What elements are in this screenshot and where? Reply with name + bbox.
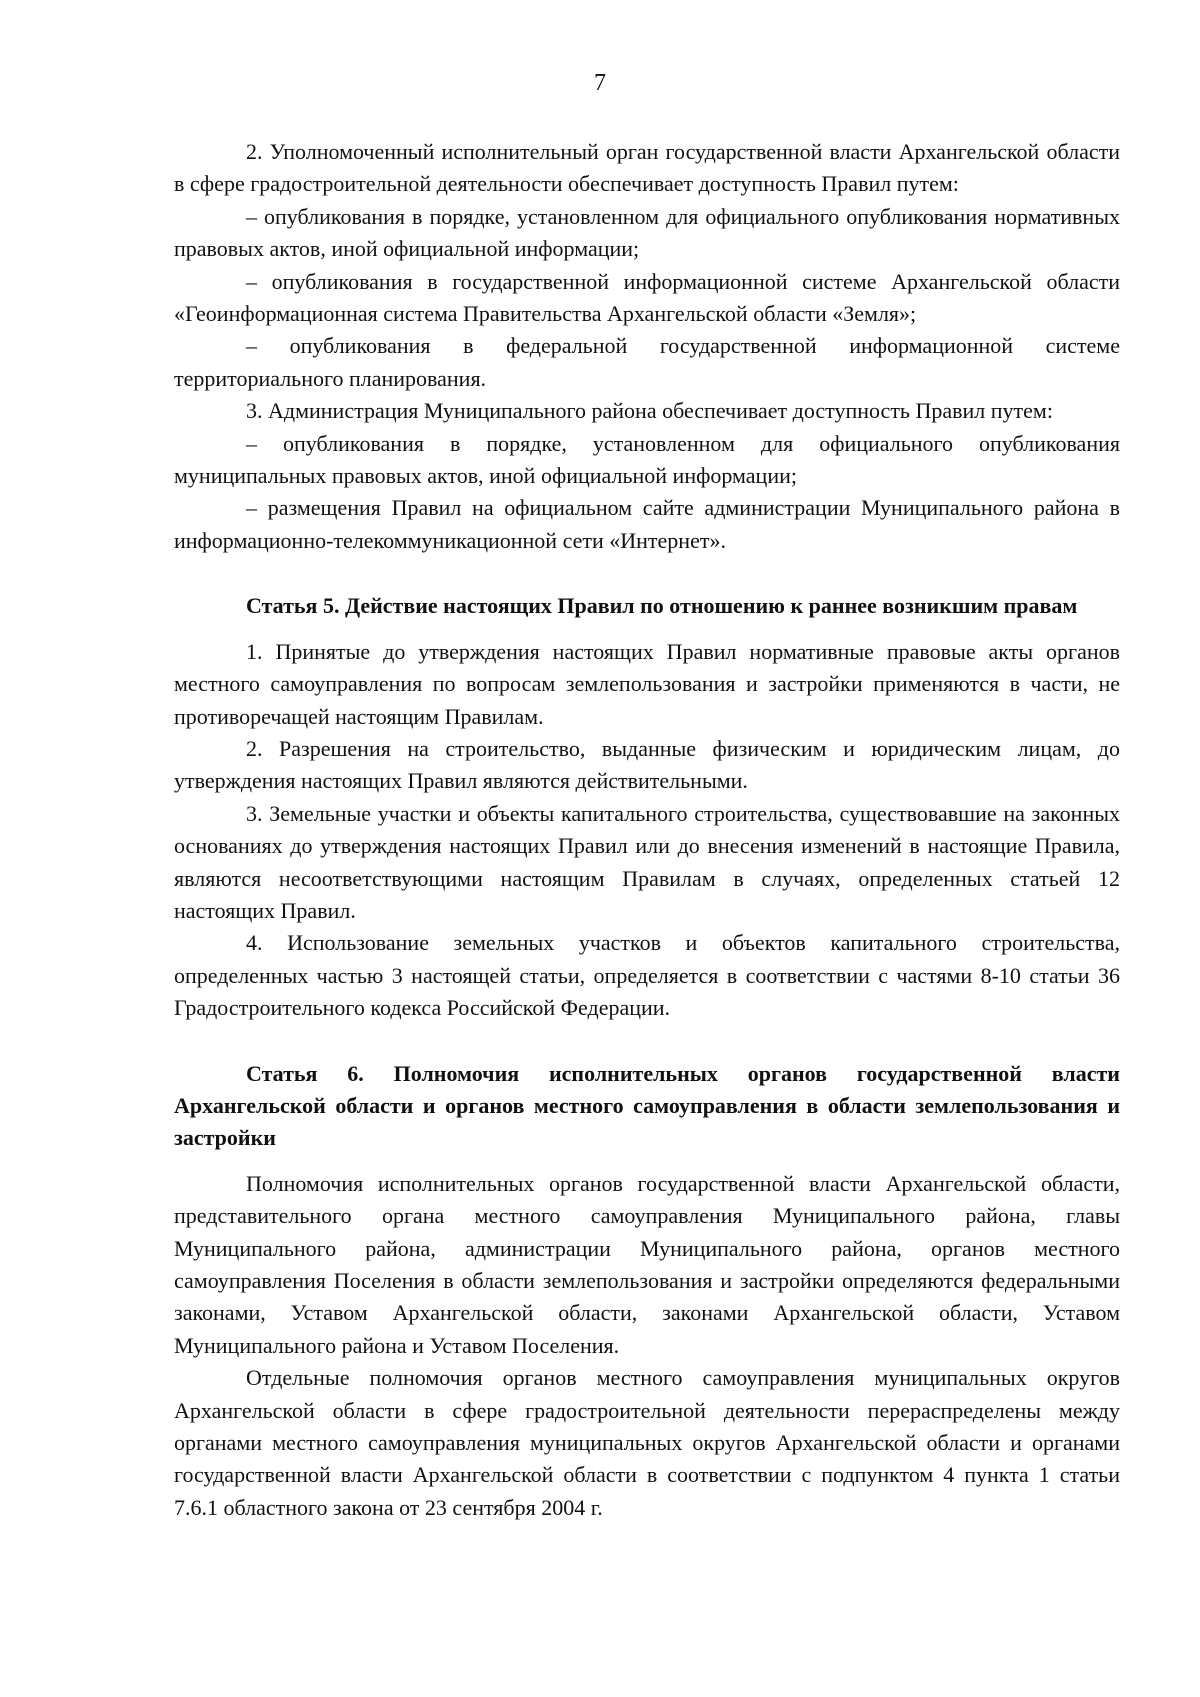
list-item: – опубликования в государственной информационной системе Архангельской области «Геоинформационная система Правительства Архангельской области «Земля»; [174,268,1120,327]
paragraph: Отдельные полномочия органов местного самоуправления муниципальных округов Архангельской области в сфере градостроительной деятельности перераспределены между органами местного самоуправления муниципальных округов Архангельской области и органами государственной власти Архангельской области в соответствии с подпунктом 4 пункта 1 статьи 7.6.1 областного закона от 23 сентября 2004 г. [174,1365,1120,1520]
paragraph: Полномочия исполнительных органов государственной власти Архангельской области, представительного органа местного самоуправления Муниципального района, главы Муниципального района, администрации Муниципального района, органов местного самоуправления Поселения в области землепользования и застройки определяются федеральными законами, Уставом Архангельской области, законами Архангельской области, Уставом Муниципального района и Уставом Поселения. [174,1170,1120,1358]
paragraph: 2. Уполномоченный исполнительный орган государственной власти Архангельской области в сфере градостроительной деятельности обеспечивает доступность Правил путем: [174,139,1120,197]
list-item: – опубликования в порядке, установленном для официального опубликования муниципальных правовых актов, иной официальной информации; [174,430,1120,489]
list-item: – размещения Правил на официальном сайте администрации Муниципального района в информационно-телекоммуникационной сети «Интернет». [174,495,1120,553]
paragraph: 3. Администрация Муниципального района обеспечивает доступность Правил путем: [246,398,1053,424]
article-5-heading: Статья 5. Действие настоящих Правил по отношению к раннее возникшим правам [246,593,1078,619]
paragraph: 4. Использование земельных участков и объектов капитального строительства, определенных частью 3 настоящей статьи, определяется в соответствии с частями 8-10 статьи 36 Градостроительного кодекса Российской Федерации. [174,930,1120,1021]
document-body [174,136,1120,1524]
list-item: – опубликования в порядке, установленном для официального опубликования нормативных правовых актов, иной официальной информации; [174,203,1120,262]
paragraph: 2. Разрешения на строительство, выданные физическим и юридическим лицам, до утверждения настоящих Правил являются действительными. [174,735,1120,794]
paragraph: 1. Принятые до утверждения настоящих Правил нормативные правовые акты органов местного самоуправления по вопросам землепользования и застройки применяются в части, не противоречащей настоящим Правилам. [174,638,1120,729]
paragraph: 3. Земельные участки и объекты капитального строительства, существовавшие на законных основаниях до утверждения настоящих Правил или до внесения изменений в настоящие Правила, являются несоответствующими настоящим Правилам в случаях, определенных статьей 12 настоящих Правил. [174,800,1120,923]
article-6-heading: Статья 6. Полномочия исполнительных органов государственной власти Архангельской области и органов местного самоуправления в области землепользования и застройки [174,1060,1120,1151]
list-item: – опубликования в федеральной государственной информационной системе территориального планирования. [174,333,1120,391]
page-number: 7 [594,70,606,96]
